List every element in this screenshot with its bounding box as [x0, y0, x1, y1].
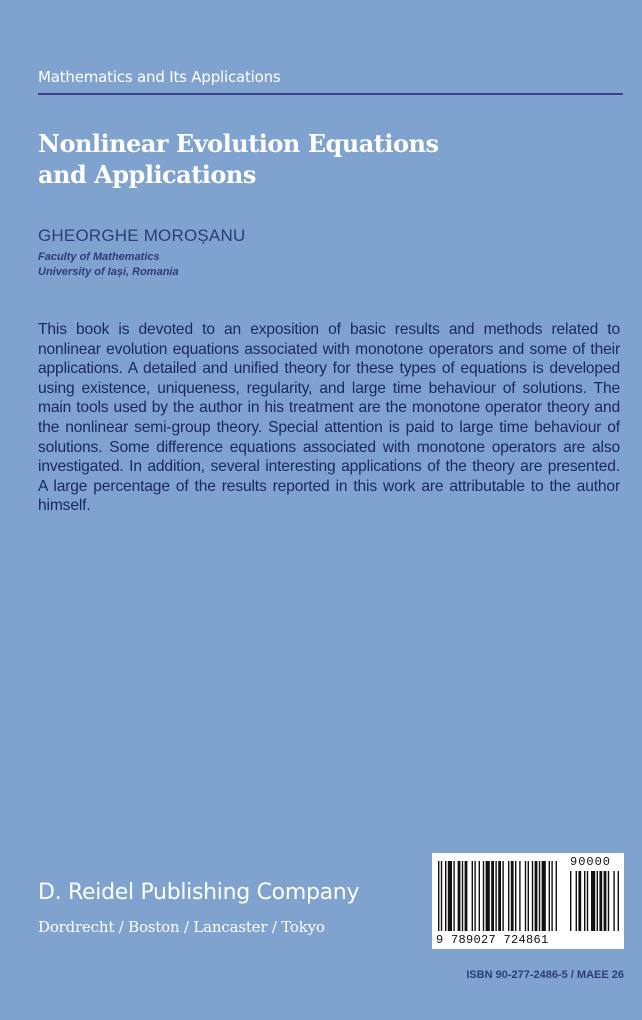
barcode-addon-bar	[591, 871, 595, 931]
author-name: GHEORGHE MOROȘANU	[38, 226, 246, 245]
affiliation-line-2: University of Iași, Romania	[38, 266, 179, 278]
barcode-bar	[551, 861, 552, 931]
barcode-bar	[515, 861, 516, 931]
barcode-bar	[508, 861, 509, 931]
barcode-addon-bar	[599, 871, 602, 931]
barcode-addon-bar	[570, 871, 571, 931]
barcode-addon-bar	[604, 871, 607, 931]
barcode-bar	[535, 861, 538, 931]
barcode-addon-bar	[618, 871, 619, 931]
barcode-bar	[491, 861, 494, 931]
isbn-number: ISBN 90-277-2486-5 / MAEE 26	[466, 969, 624, 981]
barcode-addon-bar	[584, 871, 585, 931]
book-title-line-1: Nonlinear Evolution Equations	[38, 129, 439, 158]
barcode	[432, 853, 624, 949]
publisher-name: D. Reidel Publishing Company	[38, 880, 360, 905]
barcode-bar	[453, 861, 454, 931]
barcode-bar	[441, 861, 442, 931]
barcode-bar	[528, 861, 529, 931]
barcode-bar	[556, 861, 557, 931]
barcode-bar	[465, 861, 468, 931]
barcode-addon-bar	[576, 871, 577, 931]
header-rule	[38, 93, 623, 95]
barcode-addon-bar	[613, 871, 614, 931]
barcode-addon-bar	[578, 871, 581, 931]
barcode-bar	[448, 861, 452, 931]
barcode-addon-bar	[608, 871, 609, 931]
barcode-bar	[438, 861, 439, 931]
barcode-bar	[532, 861, 533, 931]
barcode-bar	[511, 861, 514, 931]
barcode-bar	[486, 861, 490, 931]
barcode-bar	[458, 861, 461, 931]
barcode-addon-number: 90000	[570, 855, 612, 869]
barcode-bar	[525, 861, 526, 931]
barcode-bar	[542, 861, 546, 931]
affiliation-line-1: Faculty of Mathematics	[38, 251, 160, 263]
barcode-bar	[472, 861, 473, 931]
author-affiliation	[38, 250, 179, 280]
barcode-bar	[502, 861, 503, 931]
barcode-bar	[474, 861, 475, 931]
barcode-bar	[462, 861, 463, 931]
publisher-cities: Dordrecht / Boston / Lancaster / Tokyo	[38, 918, 325, 936]
barcode-bar	[495, 861, 496, 931]
barcode-bar	[445, 861, 446, 931]
barcode-addon-bar	[587, 871, 588, 931]
barcode-bar	[483, 861, 484, 931]
barcode-bar	[549, 861, 550, 931]
barcode-ean-number: 9 789027 724861	[436, 933, 549, 947]
book-title	[38, 128, 598, 190]
barcode-bars	[438, 861, 620, 931]
barcode-addon-bar	[597, 871, 598, 931]
series-name: Mathematics and Its Applications	[38, 68, 281, 86]
book-title-line-2: and Applications	[38, 160, 256, 189]
barcode-bar	[539, 861, 540, 931]
barcode-bar	[519, 861, 520, 931]
book-description: This book is devoted to an exposition of basic results and methods related to nonlinear evolution equations associated with monotone operators and some of their applications. A detailed and unified theory for these types of equations is developed using existence, uniqueness, regularity, and large time behaviour of solutions. The main tools used by the author in his treatment are the monotone operator theory and the nonlinear semi-group theory. Special attention is paid to large time behaviour of solutions. Some difference equations associated with monotone operators are also investigated. In addition, several interesting applications of the theory are presented. A large percentage of the results reported in this work are attributable to the author himself.	[38, 321, 620, 515]
barcode-bar	[479, 861, 480, 931]
barcode-bar	[498, 861, 501, 931]
